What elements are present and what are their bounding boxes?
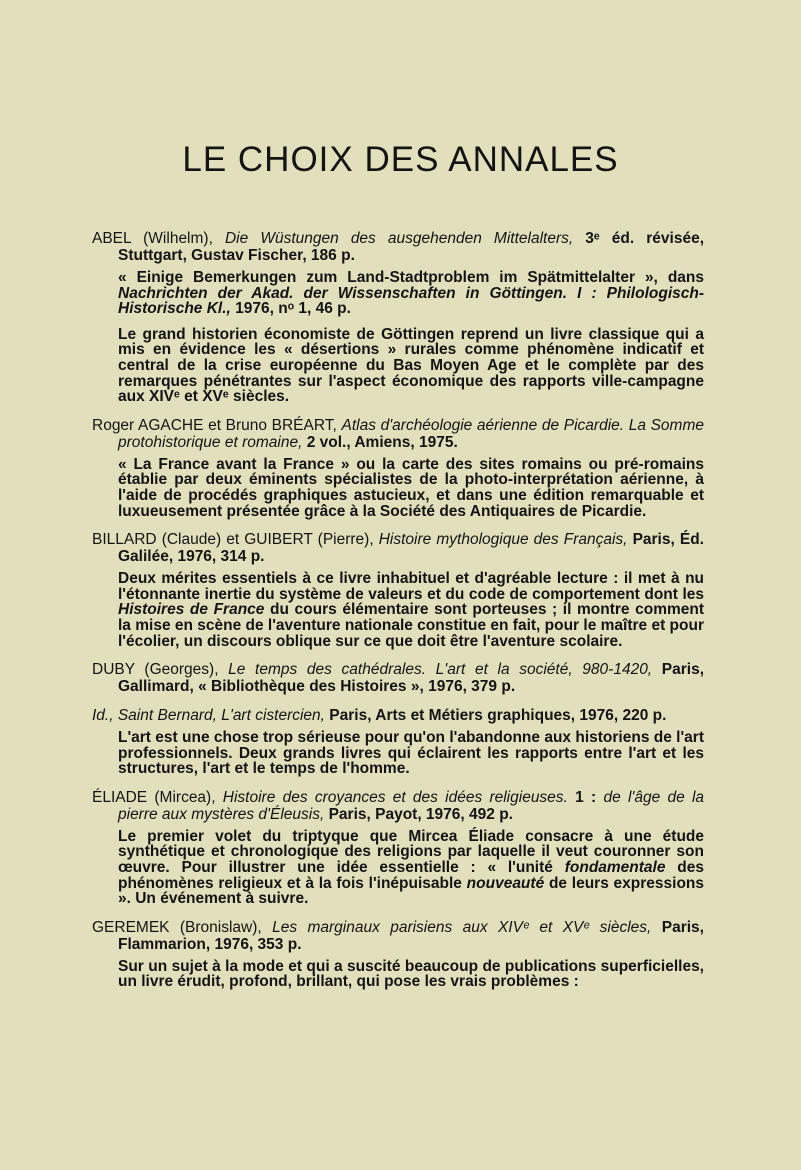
entry-author: ÉLIADE (Mircea), xyxy=(92,788,216,806)
bibliography-entry xyxy=(92,789,704,907)
page-title: LE CHOIX DES ANNALES xyxy=(182,140,619,179)
extra-publication: 1976, nᵒ 1, 46 p. xyxy=(235,300,351,318)
entry-publication: 3ᵉ éd. révisée, Stuttgart, Gustav Fischer, 186 p. xyxy=(118,230,705,264)
entry-summary: Sur un sujet à la mode et qui a suscité beaucoup de publications superficielles, un livre érudit, profond, brillant, qui pose les vrais problèmes : xyxy=(118,957,704,991)
entry-work-title: Les marginaux parisiens aux XIVᵉ et XVᵉ siècles, xyxy=(272,918,652,936)
entry-work-title: Id., Saint Bernard, L'art cistercien, xyxy=(92,707,325,725)
entry-summary xyxy=(118,571,704,649)
entry-reference xyxy=(92,230,704,264)
entry-publication: Paris, Éd. Galilée, 1976, 314 p. xyxy=(118,531,704,566)
entry-publication: Paris, Payot, 1976, 492 p. xyxy=(328,805,513,823)
entry-publication: Paris, Flammarion, 1976, 353 p. xyxy=(118,918,704,953)
entry-publication: Paris, Gallimard, « Bibliothèque des Histoires », 1976, 379 p. xyxy=(118,661,705,696)
entry-reference xyxy=(92,531,704,565)
bibliography-entry xyxy=(92,919,704,990)
entry-extra-reference xyxy=(118,270,704,317)
extra-article: « Einige Bemerkungen zum Land-Stadtproblem im Spätmittelalter », dans xyxy=(118,269,704,286)
bibliography xyxy=(92,230,704,1002)
summary-text: Le premier volet du triptyque que Mircea Éliade consacre à une étude synthétique et chronologique des religions par laquelle il veut couronner son œuvre. Pour illustrer une idée essentielle : « l'unité xyxy=(118,827,704,877)
entry-work-title: Atlas d'archéologie aérienne de Picardie. La Somme protohistorique et romaine, xyxy=(118,416,704,451)
entry-work-title: Histoire mythologique des Français, xyxy=(378,531,628,549)
summary-text: Deux mérites essentiels à ce livre inhabituel et d'agréable lecture : il met à nu l'étonnante inertie du système de valeurs et du code de comportement dont les xyxy=(118,570,704,603)
entry-volume: 1 : xyxy=(575,788,597,806)
entry-subtitle: de l'âge de la pierre aux mystères d'Éleusis, xyxy=(118,788,705,823)
summary-emphasis: fondamentale xyxy=(564,859,666,877)
entry-author: BILLARD (Claude) et GUIBERT (Pierre), xyxy=(92,531,374,549)
entry-reference xyxy=(92,417,704,451)
bibliography-entry xyxy=(92,230,704,405)
entry-author: Roger AGACHE et Bruno BRÉART, xyxy=(92,416,337,434)
summary-emphasis: nouveauté xyxy=(466,874,545,892)
bibliography-entry xyxy=(92,661,704,695)
summary-text: du cours élémentaire sont porteuses ; il montre comment la mise en scène de l'aventure nationale constitue en fait, pour le maître et pour l'écolier, un discours oblique sur ce que doit être l'aventure scolaire. xyxy=(118,601,705,650)
entry-reference xyxy=(92,919,704,953)
entry-author: ABEL (Wilhelm), xyxy=(92,230,213,247)
entry-reference xyxy=(92,661,704,695)
entry-summary: L'art est une chose trop sérieuse pour qu'on l'abandonne aux historiens de l'art professionnels. Deux grands livres qui éclairent les rapports entre l'art et les structures, l'art et le temps de l'homme. xyxy=(118,729,704,778)
entry-author: DUBY (Georges), xyxy=(92,661,219,679)
entry-publication: 2 vol., Amiens, 1975. xyxy=(306,433,458,451)
entry-publication: Paris, Arts et Métiers graphiques, 1976, 220 p. xyxy=(329,707,667,725)
entry-work-title: Le temps des cathédrales. L'art et la société, 980-1420, xyxy=(228,661,653,679)
bibliography-entry xyxy=(92,417,704,519)
entry-reference xyxy=(92,789,704,823)
entry-author: GEREMEK (Bronislaw), xyxy=(92,918,262,936)
bibliography-entry xyxy=(92,707,704,777)
entry-work-title: Histoire des croyances et des idées religieuses. xyxy=(222,788,568,806)
summary-text: des phénomènes religieux et à la fois l'inépuisable xyxy=(118,859,705,892)
entry-summary xyxy=(118,829,704,907)
summary-text: de leurs expressions ». Un événement à suivre. xyxy=(118,874,705,908)
entry-summary: « La France avant la France » ou la carte des sites romains ou pré-romains établie par deux éminents spécialistes de la photo-interprétation aérienne, à l'aide de procédés graphiques astucieux, et dans une édition remarquable et luxueusement présentée grâce à la Société des Antiquaires de Picardie. xyxy=(118,455,704,520)
summary-emphasis: Histoires de France xyxy=(118,601,265,619)
extra-journal: Nachrichten der Akad. der Wissenschaften in Göttingen. I : Philologisch-Historische Kl., xyxy=(118,284,704,318)
entry-reference xyxy=(92,707,704,724)
bibliography-entry xyxy=(92,531,704,649)
entry-summary: Le grand historien économiste de Göttingen reprend un livre classique qui a mis en évidence les « désertions » rurales comme phénomène indicatif et central de la crise européenne du Bas Moyen Age et le complète par des remarques pénétrantes sur l'aspect économique des rapports ville-campagne aux XIVᵉ et XVᵉ siècles. xyxy=(118,325,704,406)
entry-work-title: Die Wüstungen des ausgehenden Mittelalters, xyxy=(224,230,574,247)
